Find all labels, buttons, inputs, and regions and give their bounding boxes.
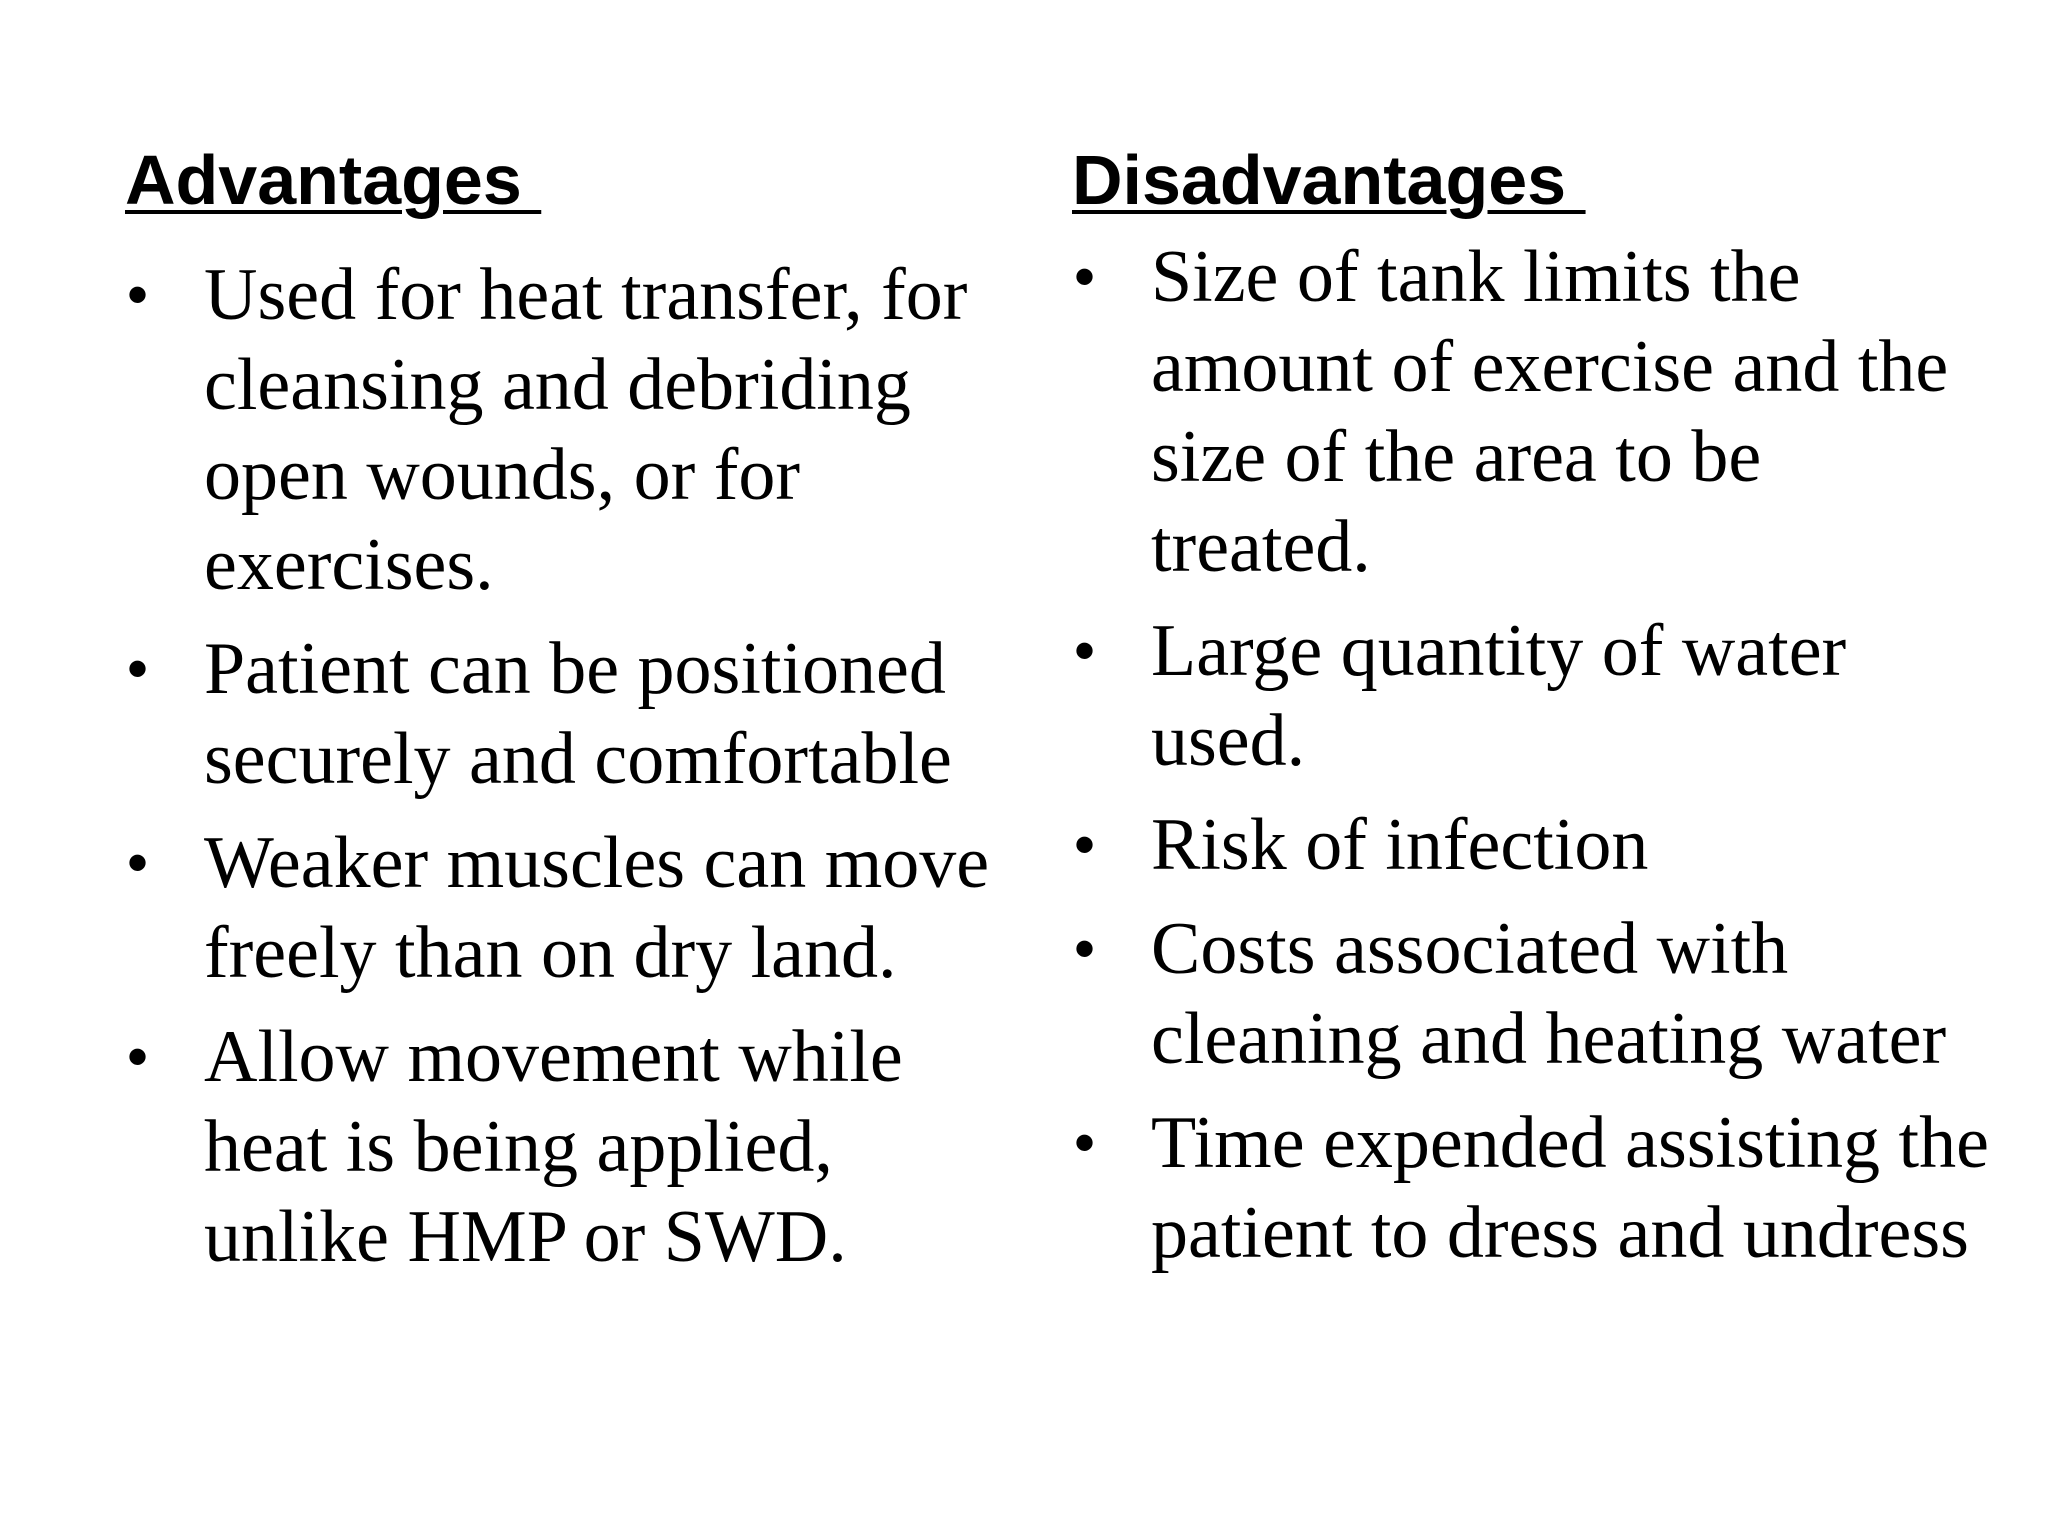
advantages-list xyxy=(125,250,1005,1282)
advantage-text: Patient can be positioned securely and comfortable xyxy=(204,628,952,800)
disadvantage-item xyxy=(1072,800,1992,890)
advantages-column xyxy=(125,140,1005,1296)
advantage-item xyxy=(125,818,1005,998)
bullet-icon: • xyxy=(1074,243,1096,310)
bullet-icon: • xyxy=(127,829,149,896)
disadvantage-text: Time expended assisting the patient to dress and undress xyxy=(1151,1102,1989,1274)
bullet-icon: • xyxy=(127,1023,149,1090)
bullet-icon: • xyxy=(1074,811,1096,878)
disadvantage-text: Size of tank limits the amount of exercise and the size of the area to be treated. xyxy=(1151,236,1949,588)
advantage-item xyxy=(125,1012,1005,1282)
disadvantage-item xyxy=(1072,606,1992,786)
disadvantage-item xyxy=(1072,232,1992,592)
advantage-item xyxy=(125,624,1005,804)
disadvantage-text: Large quantity of water used. xyxy=(1151,610,1847,782)
disadvantage-item xyxy=(1072,904,1992,1084)
advantage-item xyxy=(125,250,1005,610)
bullet-icon: • xyxy=(127,261,149,328)
bullet-icon: • xyxy=(127,635,149,702)
disadvantage-item xyxy=(1072,1098,1992,1278)
bullet-icon: • xyxy=(1074,915,1096,982)
bullet-icon: • xyxy=(1074,1109,1096,1176)
advantage-text: Allow movement while heat is being applied, unlike HMP or SWD. xyxy=(204,1016,903,1278)
disadvantages-heading: Disadvantages xyxy=(1072,141,1586,219)
advantages-heading: Advantages xyxy=(125,141,542,219)
disadvantage-text: Risk of infection xyxy=(1151,804,1649,886)
disadvantage-text: Costs associated with cleaning and heating water xyxy=(1151,908,1947,1080)
disadvantages-column xyxy=(1072,140,1992,1292)
advantage-text: Used for heat transfer, for cleansing and debriding open wounds, or for exercises. xyxy=(204,254,968,606)
advantage-text: Weaker muscles can move freely than on dry land. xyxy=(204,822,990,994)
disadvantages-list xyxy=(1072,232,1992,1278)
bullet-icon: • xyxy=(1074,617,1096,684)
